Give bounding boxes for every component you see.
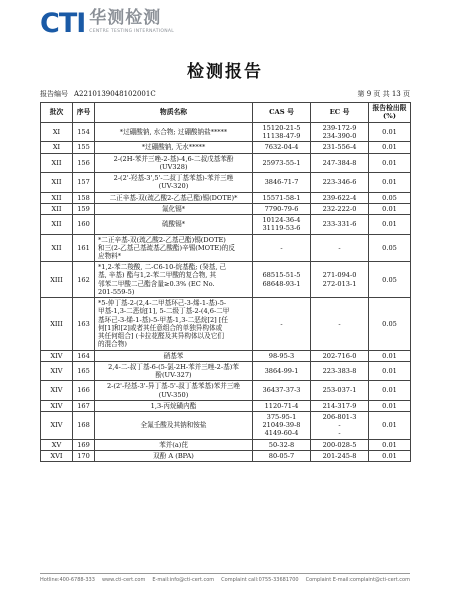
- cell-seq-no: 160: [73, 215, 95, 234]
- cell-batch: XIV: [41, 381, 73, 400]
- cell-substance-name: 全氟壬酸及其钠和铵盐: [95, 412, 253, 440]
- header-substance-name: 物质名称: [95, 103, 253, 123]
- cell-seq-no: 159: [73, 203, 95, 214]
- header-seq-no: 序号: [73, 103, 95, 123]
- table-row: [41, 234, 411, 262]
- table-row: [41, 298, 411, 350]
- table-row: [41, 153, 411, 172]
- cell-batch: XIV: [41, 361, 73, 380]
- table-row: [41, 215, 411, 234]
- cell-cas-no: 7632-04-4: [253, 142, 311, 153]
- page-indicator: 第 9 页 共 13 页: [357, 90, 410, 98]
- table-row: [41, 439, 411, 450]
- cell-ec-no: 223-383-8: [311, 361, 369, 380]
- cell-batch: XI: [41, 122, 73, 141]
- cell-seq-no: 170: [73, 450, 95, 461]
- cell-detection-limit: 0.01: [369, 153, 411, 172]
- cell-seq-no: 158: [73, 192, 95, 203]
- cell-ec-no: 239-172-9 234-390-0: [311, 122, 369, 141]
- cell-ec-no: -: [311, 234, 369, 262]
- cell-substance-name: *1,2-苯二羧酸, 二-C6-10-烷基酯; (癸基, 己 基, 辛基) 酯与1,2-苯二甲酸的复合物, 其 邻苯二甲酸二己酯含量≥0.3% (EC No. 201-559-5): [95, 262, 253, 298]
- cell-batch: XIII: [41, 262, 73, 298]
- cell-detection-limit: 0.01: [369, 412, 411, 440]
- company-logo: [40, 9, 174, 43]
- cell-batch: XI: [41, 142, 73, 153]
- cell-substance-name: 2-(2'-羟基-3',5'-二叔丁基苯基)-苯并三唑 (UV-320): [95, 173, 253, 192]
- cell-substance-name: *5-仲丁基-2-(2,4-二甲基环己-3-烯-1-基)-5- 甲基-1,3-二恶烷[1], 5-二级丁基-2-(4,6-二甲 基环己-3-烯-1-基)-5-甲基-1,3-二恶烷[2] [任 何[1]和[2]或者其任意组合的单独异构体或 其任何组合] (卡拉花醛及其异构体以及它们 的混合物): [95, 298, 253, 350]
- cell-seq-no: 156: [73, 153, 95, 172]
- cell-ec-no: 214-317-9: [311, 400, 369, 411]
- report-title: 检测报告: [187, 62, 263, 82]
- report-meta: [40, 89, 410, 99]
- table-row: [41, 203, 411, 214]
- cell-ec-no: 231-556-4: [311, 142, 369, 153]
- cell-cas-no: 36437-37-3: [253, 381, 311, 400]
- cell-seq-no: 167: [73, 400, 95, 411]
- cell-batch: XII: [41, 203, 73, 214]
- cell-batch: XV: [41, 439, 73, 450]
- cell-ec-no: 233-331-6: [311, 215, 369, 234]
- cell-batch: XIV: [41, 350, 73, 361]
- logo-english-name: CENTRE TESTING INTERNATIONAL: [89, 29, 175, 34]
- cell-substance-name: 2-(2'-羟基-3'-异丁基-5'-叔丁基苯基)苯并三唑 (UV-350): [95, 381, 253, 400]
- cell-cas-no: 98-95-3: [253, 350, 311, 361]
- cell-ec-no: 206-801-3 - -: [311, 412, 369, 440]
- cell-detection-limit: 0.01: [369, 142, 411, 153]
- cell-seq-no: 155: [73, 142, 95, 153]
- cell-cas-no: -: [253, 298, 311, 350]
- cell-detection-limit: 0.05: [369, 192, 411, 203]
- cell-ec-no: 253-037-1: [311, 381, 369, 400]
- table-header-row: [41, 103, 411, 123]
- cell-detection-limit: 0.05: [369, 234, 411, 262]
- cell-cas-no: 80-05-7: [253, 450, 311, 461]
- table-row: [41, 350, 411, 361]
- cell-seq-no: 164: [73, 350, 95, 361]
- cell-substance-name: 二正辛基-双(巯乙酸2-乙基己酯)锡(DOTE)*: [95, 192, 253, 203]
- logo-chinese-name: 华测检测: [89, 8, 162, 28]
- cell-detection-limit: 0.01: [369, 122, 411, 141]
- footer-email: E-mail:info@cti-cert.com: [152, 577, 215, 583]
- cell-batch: XII: [41, 153, 73, 172]
- header-detection-limit: 报告检出限 (%): [369, 103, 411, 123]
- cell-batch: XIV: [41, 412, 73, 440]
- logo-brand: CTI: [40, 8, 86, 39]
- cell-ec-no: 201-245-8: [311, 450, 369, 461]
- cell-batch: XII: [41, 173, 73, 192]
- cell-substance-name: *过硼酸钠, 无水*****: [95, 142, 253, 153]
- cell-substance-name: 硝基苯: [95, 350, 253, 361]
- cell-cas-no: 3846-71-7: [253, 173, 311, 192]
- cell-ec-no: 200-028-5: [311, 439, 369, 450]
- cell-cas-no: 10124-36-4 31119-53-6: [253, 215, 311, 234]
- cell-ec-no: 247-384-8: [311, 153, 369, 172]
- table-row: [41, 173, 411, 192]
- cell-seq-no: 169: [73, 439, 95, 450]
- cell-cas-no: 15120-21-5 11138-47-9: [253, 122, 311, 141]
- cell-seq-no: 166: [73, 381, 95, 400]
- cell-seq-no: 162: [73, 262, 95, 298]
- table-row: [41, 192, 411, 203]
- cell-batch: XIII: [41, 298, 73, 350]
- cell-substance-name: *过硼酸钠, 水合物; 过硼酸钠盐*****: [95, 122, 253, 141]
- cell-seq-no: 161: [73, 234, 95, 262]
- footer-complaint-email: Complaint E-mail:complaint@cti-cert.com: [305, 577, 410, 583]
- cell-seq-no: 157: [73, 173, 95, 192]
- cell-detection-limit: 0.01: [369, 381, 411, 400]
- cell-cas-no: 7790-79-6: [253, 203, 311, 214]
- header-batch: 批次: [41, 103, 73, 123]
- cell-substance-name: 1,3-丙烷磺内酯: [95, 400, 253, 411]
- cell-cas-no: 25973-55-1: [253, 153, 311, 172]
- cell-detection-limit: 0.01: [369, 450, 411, 461]
- cell-seq-no: 165: [73, 361, 95, 380]
- cell-seq-no: 168: [73, 412, 95, 440]
- cell-ec-no: -: [311, 298, 369, 350]
- cell-substance-name: 2,4-二-叔丁基-6-(5-氯-2H-苯并三唑-2-基)苯 酚(UV-327): [95, 361, 253, 380]
- cell-substance-name: 氟化镉*: [95, 203, 253, 214]
- table-row: [41, 400, 411, 411]
- cell-substance-name: *二正辛基-双(巯乙酸2-乙基己酯)锡(DOTE) 和三(2-乙基己基巯基乙酸酯)辛锡(MOTE)的反 应物料*: [95, 234, 253, 262]
- cell-ec-no: 271-094-0 272-013-1: [311, 262, 369, 298]
- table-row: [41, 361, 411, 380]
- table-row: [41, 262, 411, 298]
- cell-detection-limit: 0.01: [369, 361, 411, 380]
- cell-detection-limit: 0.01: [369, 350, 411, 361]
- cell-ec-no: 239-622-4: [311, 192, 369, 203]
- cell-cas-no: 50-32-8: [253, 439, 311, 450]
- cell-detection-limit: 0.01: [369, 203, 411, 214]
- cell-detection-limit: 0.01: [369, 215, 411, 234]
- table-row: [41, 122, 411, 141]
- footer-website: www.cti-cert.com: [101, 577, 146, 583]
- header-ec-no: EC 号: [311, 103, 369, 123]
- cell-seq-no: 163: [73, 298, 95, 350]
- cell-ec-no: 223-346-6: [311, 173, 369, 192]
- footer-complaint-call: Complaint call:0755-33681700: [221, 577, 299, 583]
- cell-batch: XII: [41, 234, 73, 262]
- cell-batch: XII: [41, 192, 73, 203]
- cell-cas-no: 68515-51-5 68648-93-1: [253, 262, 311, 298]
- cell-batch: XVI: [41, 450, 73, 461]
- cell-ec-no: 202-716-0: [311, 350, 369, 361]
- table-row: [41, 450, 411, 461]
- table-row: [41, 412, 411, 440]
- cell-detection-limit: 0.01: [369, 439, 411, 450]
- report-number: A2210139048102001C: [74, 90, 156, 98]
- report-number-label: 报告编号: [40, 90, 68, 98]
- cell-detection-limit: 0.01: [369, 173, 411, 192]
- footer-hotline: Hotline:400-6788-333: [40, 577, 95, 583]
- table-row: [41, 381, 411, 400]
- cell-detection-limit: 0.05: [369, 298, 411, 350]
- cell-cas-no: -: [253, 234, 311, 262]
- header-cas-no: CAS 号: [253, 103, 311, 123]
- table-row: [41, 142, 411, 153]
- page-footer: [40, 573, 410, 583]
- cell-batch: XII: [41, 215, 73, 234]
- cell-ec-no: 232-222-0: [311, 203, 369, 214]
- cell-substance-name: 苯并(a)芘: [95, 439, 253, 450]
- cell-batch: XIV: [41, 400, 73, 411]
- cell-detection-limit: 0.05: [369, 262, 411, 298]
- cell-substance-name: 硫酸镉*: [95, 215, 253, 234]
- cell-substance-name: 双酚 A (BPA): [95, 450, 253, 461]
- cell-cas-no: 375-95-1 21049-39-8 4149-60-4: [253, 412, 311, 440]
- cell-cas-no: 1120-71-4: [253, 400, 311, 411]
- cell-seq-no: 154: [73, 122, 95, 141]
- cell-cas-no: 15571-58-1: [253, 192, 311, 203]
- cell-detection-limit: 0.01: [369, 400, 411, 411]
- cell-substance-name: 2-(2H-苯并三唑-2-基)-4,6-二叔戊基苯酚 (UV328): [95, 153, 253, 172]
- substance-table: [40, 102, 411, 462]
- cell-cas-no: 3864-99-1: [253, 361, 311, 380]
